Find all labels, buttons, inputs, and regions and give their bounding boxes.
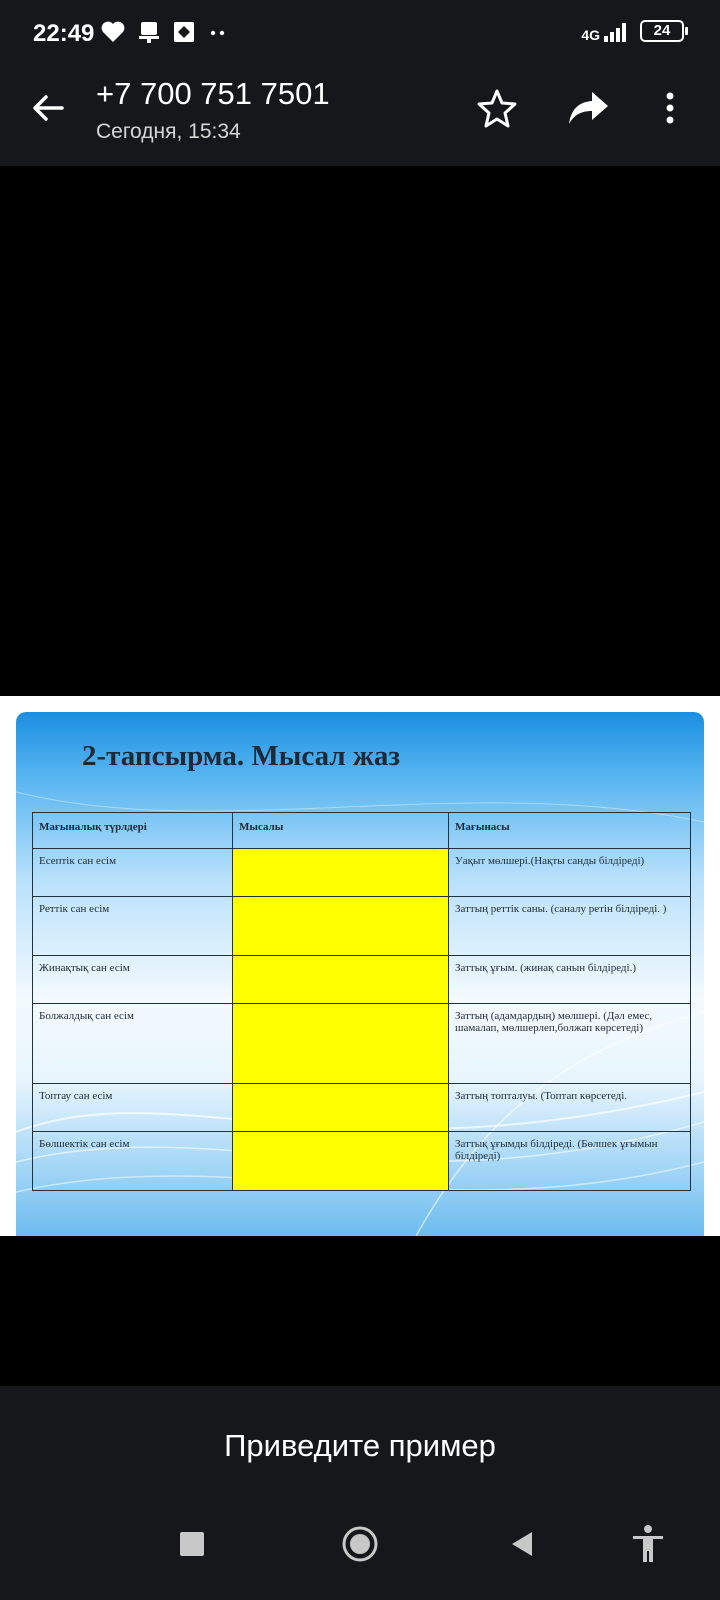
example-cell — [233, 956, 449, 1004]
slide-title: 2-тапсырма. Мысал жаз — [82, 740, 401, 772]
battery-icon: 24 — [640, 20, 684, 42]
meaning-cell: Заттық ұғымды білдіреді. (Бөлшек ұғымын білдіреді) — [449, 1132, 691, 1191]
status-icons-left — [100, 20, 228, 49]
table-header-row — [33, 813, 691, 849]
caption-text: Приведите пример — [224, 1428, 496, 1463]
table-row — [33, 849, 691, 897]
example-cell — [233, 1004, 449, 1084]
data-table — [32, 812, 691, 1191]
table-row — [33, 1084, 691, 1132]
type-cell: Топтау сан есім — [33, 1084, 233, 1132]
status-icons-right — [581, 20, 684, 42]
dots-icon — [208, 20, 228, 49]
message-caption — [0, 1386, 720, 1492]
system-nav-bar — [0, 1492, 720, 1600]
column-header: Мағыналық түрлдері — [33, 813, 233, 849]
signal-icon — [581, 20, 630, 42]
more-vert-icon[interactable] — [660, 88, 680, 128]
share-icon[interactable] — [566, 88, 612, 128]
meaning-cell: Заттың (адамдардың) мөлшері. (Дәл емес, шамалап, мөлшерлеп,болжап көрсетеді) — [449, 1004, 691, 1084]
status-time: 22:49 — [33, 20, 95, 47]
type-cell: Жинақтық сан есім — [33, 956, 233, 1004]
table-row — [33, 1004, 691, 1084]
heart-icon — [100, 20, 126, 49]
type-cell: Бөлшектік сан есім — [33, 1132, 233, 1191]
app-bar — [0, 66, 720, 166]
star-icon[interactable] — [475, 86, 519, 130]
meaning-cell: Заттың реттік саны. (саналу ретін білдіреді. ) — [449, 897, 691, 956]
example-cell — [233, 1132, 449, 1191]
type-cell: Болжалдық сан есім — [33, 1004, 233, 1084]
meaning-cell: Заттың топталуы. (Топтап көрсетеді. — [449, 1084, 691, 1132]
example-cell — [233, 849, 449, 897]
recents-square-icon[interactable] — [170, 1522, 214, 1566]
message-timestamp: Сегодня, 15:34 — [96, 120, 241, 143]
type-cell: Реттік сан есім — [33, 897, 233, 956]
attached-image[interactable] — [0, 696, 720, 1236]
status-bar — [0, 0, 720, 66]
contact-title: +7 700 751 7501 — [96, 76, 330, 111]
column-header: Мағынасы — [449, 813, 691, 849]
app-icon — [172, 20, 196, 49]
table-row — [33, 1132, 691, 1191]
example-cell — [233, 1084, 449, 1132]
accessibility-icon[interactable] — [626, 1522, 670, 1566]
table-row — [33, 956, 691, 1004]
image-viewer[interactable] — [0, 166, 720, 1386]
meaning-cell: Уақыт мөлшері.(Нақты санды білдіреді) — [449, 849, 691, 897]
notification-icon — [138, 20, 160, 49]
column-header: Мысалы — [233, 813, 449, 849]
example-cell — [233, 897, 449, 956]
meaning-cell: Заттық ұғым. (жинақ санын білдіреді.) — [449, 956, 691, 1004]
home-circle-icon[interactable] — [338, 1522, 382, 1566]
type-cell: Есептік сан есім — [33, 849, 233, 897]
network-label: 4G — [581, 27, 600, 43]
table-row — [33, 897, 691, 956]
back-arrow-icon[interactable] — [28, 88, 68, 128]
back-triangle-icon[interactable] — [500, 1522, 544, 1566]
slide-background — [16, 712, 704, 1236]
